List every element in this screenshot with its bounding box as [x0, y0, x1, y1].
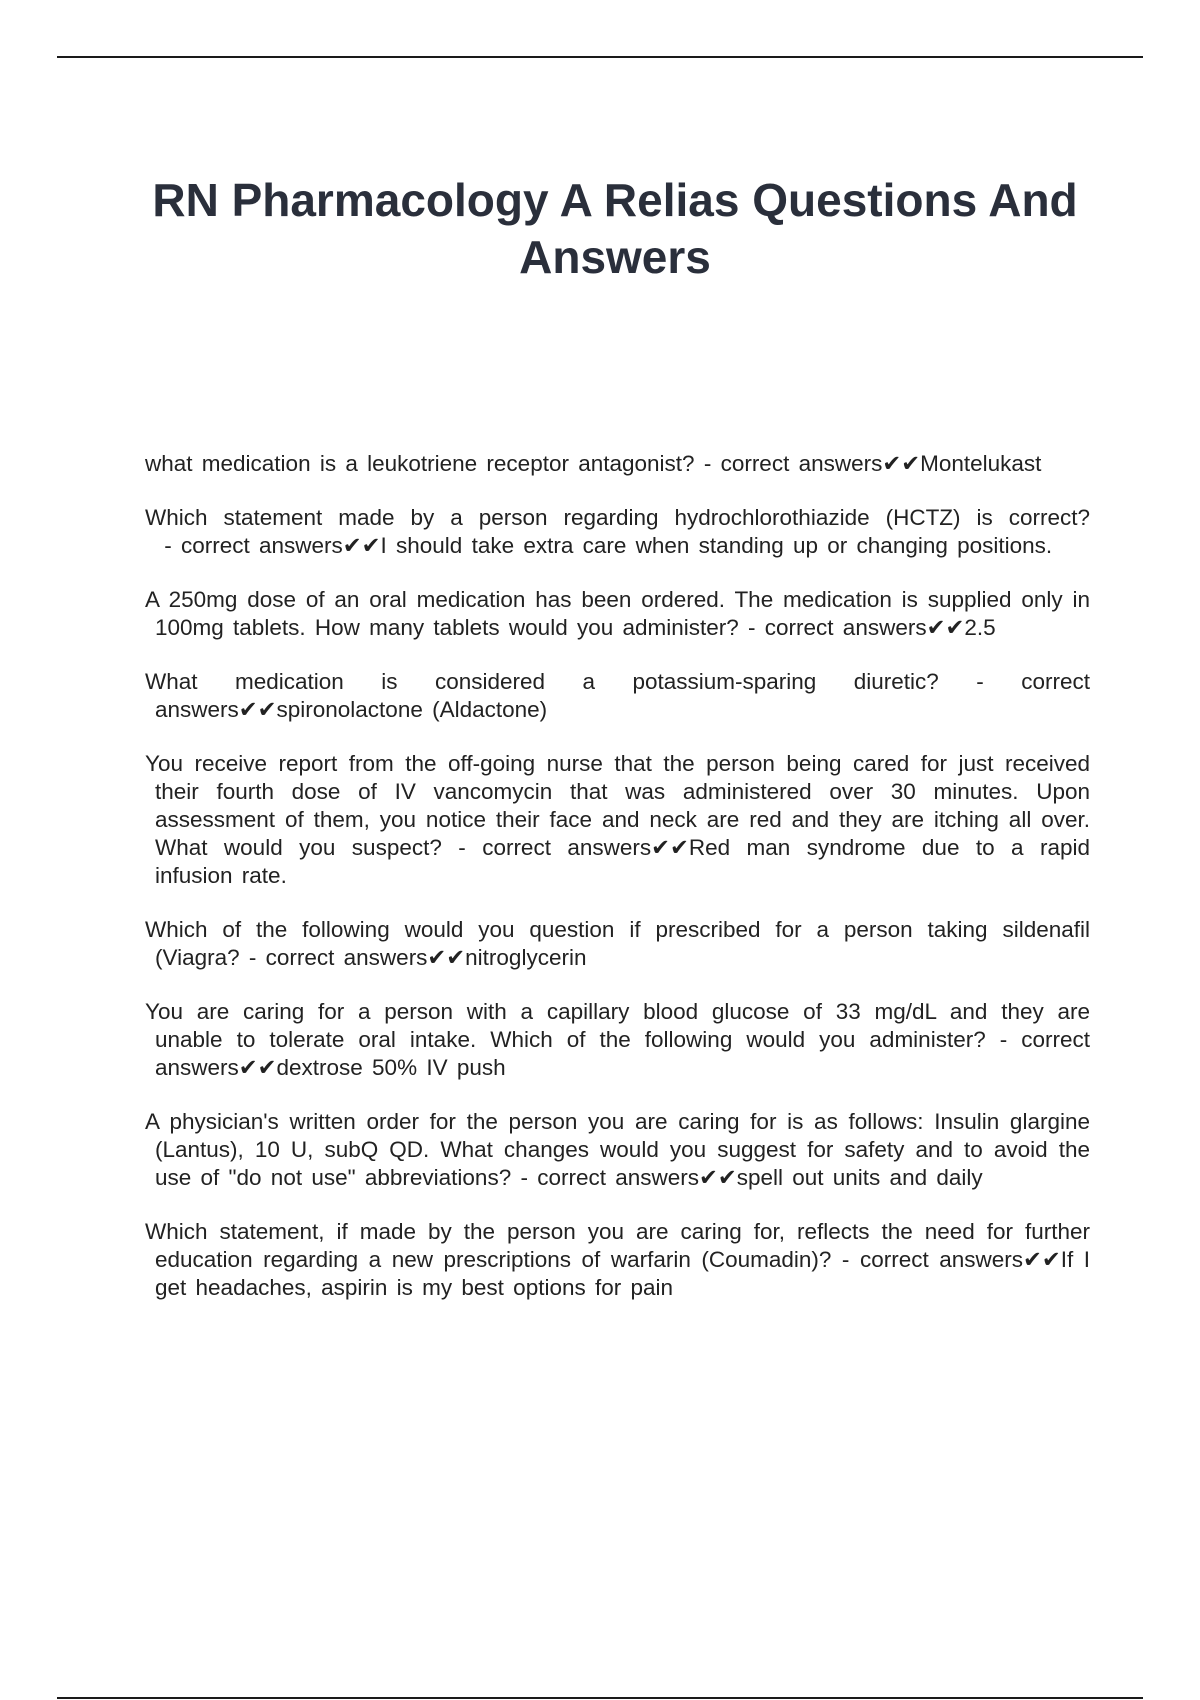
separator: - — [938, 669, 1022, 694]
question-text: what medication is a leukotriene receptor antagonist? — [145, 451, 695, 476]
answer-marker: correct answers✔✔ — [859, 1247, 1061, 1272]
question-text: A physician's written order for the person you are caring for is as follows: Insulin glargine (Lantus), 10 U, subQ QD. What changes would you suggest for safety and to avoid the use of "do not use" abbreviations? — [145, 1109, 1090, 1190]
answer-text: 2.5 — [964, 615, 996, 640]
answer-text: If I get headaches, aspirin is my best options for pain — [155, 1247, 1090, 1300]
qa-item — [145, 668, 1090, 724]
question-text: Which of the following would you question if prescribed for a person taking sildenafil (Viagra? — [145, 917, 1090, 970]
separator: - — [831, 1247, 860, 1272]
qa-item — [145, 504, 1090, 560]
top-rule — [57, 56, 1143, 58]
separator: - — [694, 451, 721, 476]
qa-item — [145, 1108, 1090, 1192]
bottom-rule — [57, 1697, 1143, 1699]
question-text: You are caring for a person with a capillary blood glucose of 33 mg/dL and they are unable to tolerate oral intake. Which of the following would you administer? — [145, 999, 1090, 1052]
question-text: Which statement made by a person regarding hydrochlorothiazide (HCTZ) is correct? — [145, 505, 1090, 530]
answer-marker: correct answers✔✔ — [482, 835, 689, 860]
answer-marker: correct answers✔✔ — [181, 533, 381, 558]
answer-text: spironolactone (Aldactone) — [276, 697, 548, 722]
answer-marker: correct answers✔✔ — [720, 451, 921, 476]
qa-item — [145, 750, 1090, 890]
question-text: A 250mg dose of an oral medication has been ordered. The medication is supplied only in 100mg tablets. How many tablets would you administer? — [145, 587, 1090, 640]
question-text: You receive report from the off-going nurse that the person being cared for just received their fourth dose of IV vancomycin that was administered over 30 minutes. Upon assessment of them, you notice their face and neck are red and they are itching all over. What would you suspect? — [145, 751, 1090, 860]
qa-list — [145, 450, 1090, 1328]
qa-item — [145, 1218, 1090, 1302]
qa-item — [145, 998, 1090, 1082]
answer-text: Montelukast — [920, 451, 1042, 476]
answer-text: nitroglycerin — [465, 945, 587, 970]
question-text: What medication is considered a potassium-sparing diuretic? — [145, 669, 939, 694]
qa-item — [145, 586, 1090, 642]
separator: - — [155, 533, 181, 558]
answer-text: spell out units and daily — [736, 1165, 983, 1190]
question-text: Which statement, if made by the person you are caring for, reflects the need for further education regarding a new prescriptions of warfarin (Coumadin)? — [145, 1219, 1090, 1272]
separator: - — [985, 1027, 1022, 1052]
separator: - — [738, 615, 765, 640]
separator: - — [511, 1165, 538, 1190]
document-title: RN Pharmacology A Relias Questions And Answers — [152, 174, 1078, 283]
answer-marker: correct answers✔✔ — [764, 615, 965, 640]
answer-marker: correct answers✔✔ — [537, 1165, 737, 1190]
answer-text: I should take extra care when standing up or changing positions. — [380, 533, 1053, 558]
answer-marker: correct answers✔✔ — [155, 669, 1090, 722]
answer-text: dextrose 50% IV push — [276, 1055, 506, 1080]
answer-marker: correct answers✔✔ — [155, 1027, 1090, 1080]
qa-item — [145, 450, 1090, 478]
separator: - — [239, 945, 266, 970]
answer-text: Red man syndrome due to a rapid infusion rate. — [155, 835, 1090, 888]
answer-marker: correct answers✔✔ — [265, 945, 466, 970]
separator: - — [441, 835, 483, 860]
qa-item — [145, 916, 1090, 972]
